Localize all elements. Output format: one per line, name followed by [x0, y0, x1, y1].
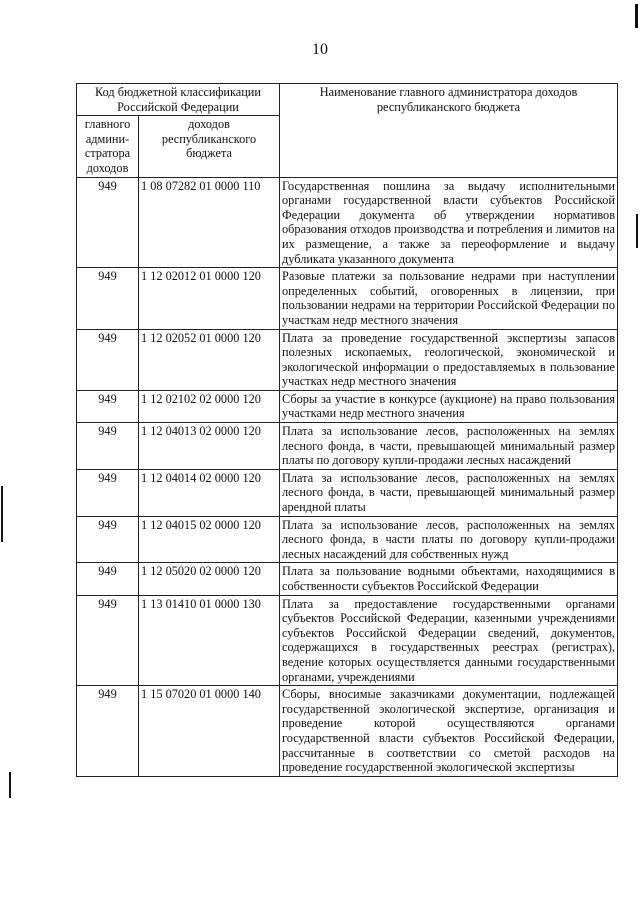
revenue-name-cell: Плата за использование лесов, расположенных на землях лесного фонда, в части платы по договору купли-продажи лесных насаждений для собственных нужд	[280, 516, 618, 563]
revenue-code-cell: 1 12 02052 01 0000 120	[139, 329, 280, 390]
revenue-name-cell: Плата за использование лесов, расположенных на землях лесного фонда, в части, превышающей минимальный размер арендной платы	[280, 469, 618, 516]
scan-margin-mark-top-right	[635, 4, 638, 28]
table-row	[77, 329, 618, 390]
revenue-code-cell: 1 12 04015 02 0000 120	[139, 516, 280, 563]
page-number: 10	[312, 41, 328, 58]
header-row-group	[77, 84, 618, 116]
admin-code-cell: 949	[77, 268, 139, 329]
revenue-name-cell: Разовые платежи за пользование недрами при наступлении определенных событий, оговоренных в лицензии, при пользовании недрами на территории Российской Федерации по участкам недр местного значения	[280, 268, 618, 329]
header-main-administrator: главного админи-стратора доходов	[77, 116, 139, 177]
revenue-name-cell: Плата за пользование водными объектами, находящимися в собственности субъектов Российской Федерации	[280, 563, 618, 595]
admin-code-cell: 949	[77, 595, 139, 686]
revenue-code-cell: 1 08 07282 01 0000 110	[139, 177, 280, 268]
admin-code-cell: 949	[77, 329, 139, 390]
revenue-code-cell: 1 12 02102 02 0000 120	[139, 390, 280, 422]
revenue-code-cell: 1 12 05020 02 0000 120	[139, 563, 280, 595]
table-row	[77, 268, 618, 329]
revenue-code-cell: 1 12 02012 01 0000 120	[139, 268, 280, 329]
budget-classification-table	[76, 83, 618, 777]
header-classification-code: Код бюджетной классификации Российской Федерации	[77, 84, 280, 116]
revenue-name-cell: Сборы за участие в конкурсе (аукционе) на право пользования участками недр местного значения	[280, 390, 618, 422]
table-row	[77, 516, 618, 563]
revenue-code-cell: 1 12 04013 02 0000 120	[139, 423, 280, 470]
admin-code-cell: 949	[77, 177, 139, 268]
revenue-code-cell: 1 13 01410 01 0000 130	[139, 595, 280, 686]
scan-margin-mark-right	[636, 214, 638, 248]
admin-code-cell: 949	[77, 516, 139, 563]
table-row	[77, 563, 618, 595]
revenue-name-cell: Плата за предоставление государственными органами субъектов Российской Федерации, казенными учреждениями субъектов Российской Федерации сведений, документов, содержащихся в государственных реестрах (регистрах), ведение которых осуществляется данными государственными органами, учреждениями	[280, 595, 618, 686]
scan-margin-mark-left	[1, 486, 3, 542]
header-administrator-name: Наименование главного администратора доходов республиканского бюджета	[280, 84, 618, 178]
header-revenue-code: доходов республиканского бюджета	[139, 116, 280, 177]
revenue-name-cell: Государственная пошлина за выдачу исполнительными органами государственной власти субъектов Российской Федерации документа об утверждении нормативов образования отходов производства и потребления и лимитов на их размещение, а также за переоформление и выдачу дубликата указанного документа	[280, 177, 618, 268]
admin-code-cell: 949	[77, 469, 139, 516]
admin-code-cell: 949	[77, 390, 139, 422]
admin-code-cell: 949	[77, 563, 139, 595]
revenue-code-cell: 1 12 04014 02 0000 120	[139, 469, 280, 516]
table-row	[77, 686, 618, 777]
table-row	[77, 469, 618, 516]
scan-margin-mark-bottom-left	[9, 772, 11, 798]
table-row	[77, 390, 618, 422]
table-row	[77, 595, 618, 686]
revenue-name-cell: Плата за использование лесов, расположенных на землях лесного фонда, в части, превышающей минимальный размер платы по договору купли-продажи лесных насаждений	[280, 423, 618, 470]
revenue-code-cell: 1 15 07020 01 0000 140	[139, 686, 280, 777]
revenue-name-cell: Сборы, вносимые заказчиками документации, подлежащей государственной экологической экспертизе, организация и проведение которой осуществляются органами государственной власти субъектов Российской Федерации, рассчитанные в соответствии со сметой расходов на проведение государственной экологической экспертизы	[280, 686, 618, 777]
admin-code-cell: 949	[77, 686, 139, 777]
table-row	[77, 177, 618, 268]
revenue-name-cell: Плата за проведение государственной экспертизы запасов полезных ископаемых, геологической, экономической и экологической информации о предоставляемых в пользование участках недр местного значения	[280, 329, 618, 390]
admin-code-cell: 949	[77, 423, 139, 470]
table-row	[77, 423, 618, 470]
